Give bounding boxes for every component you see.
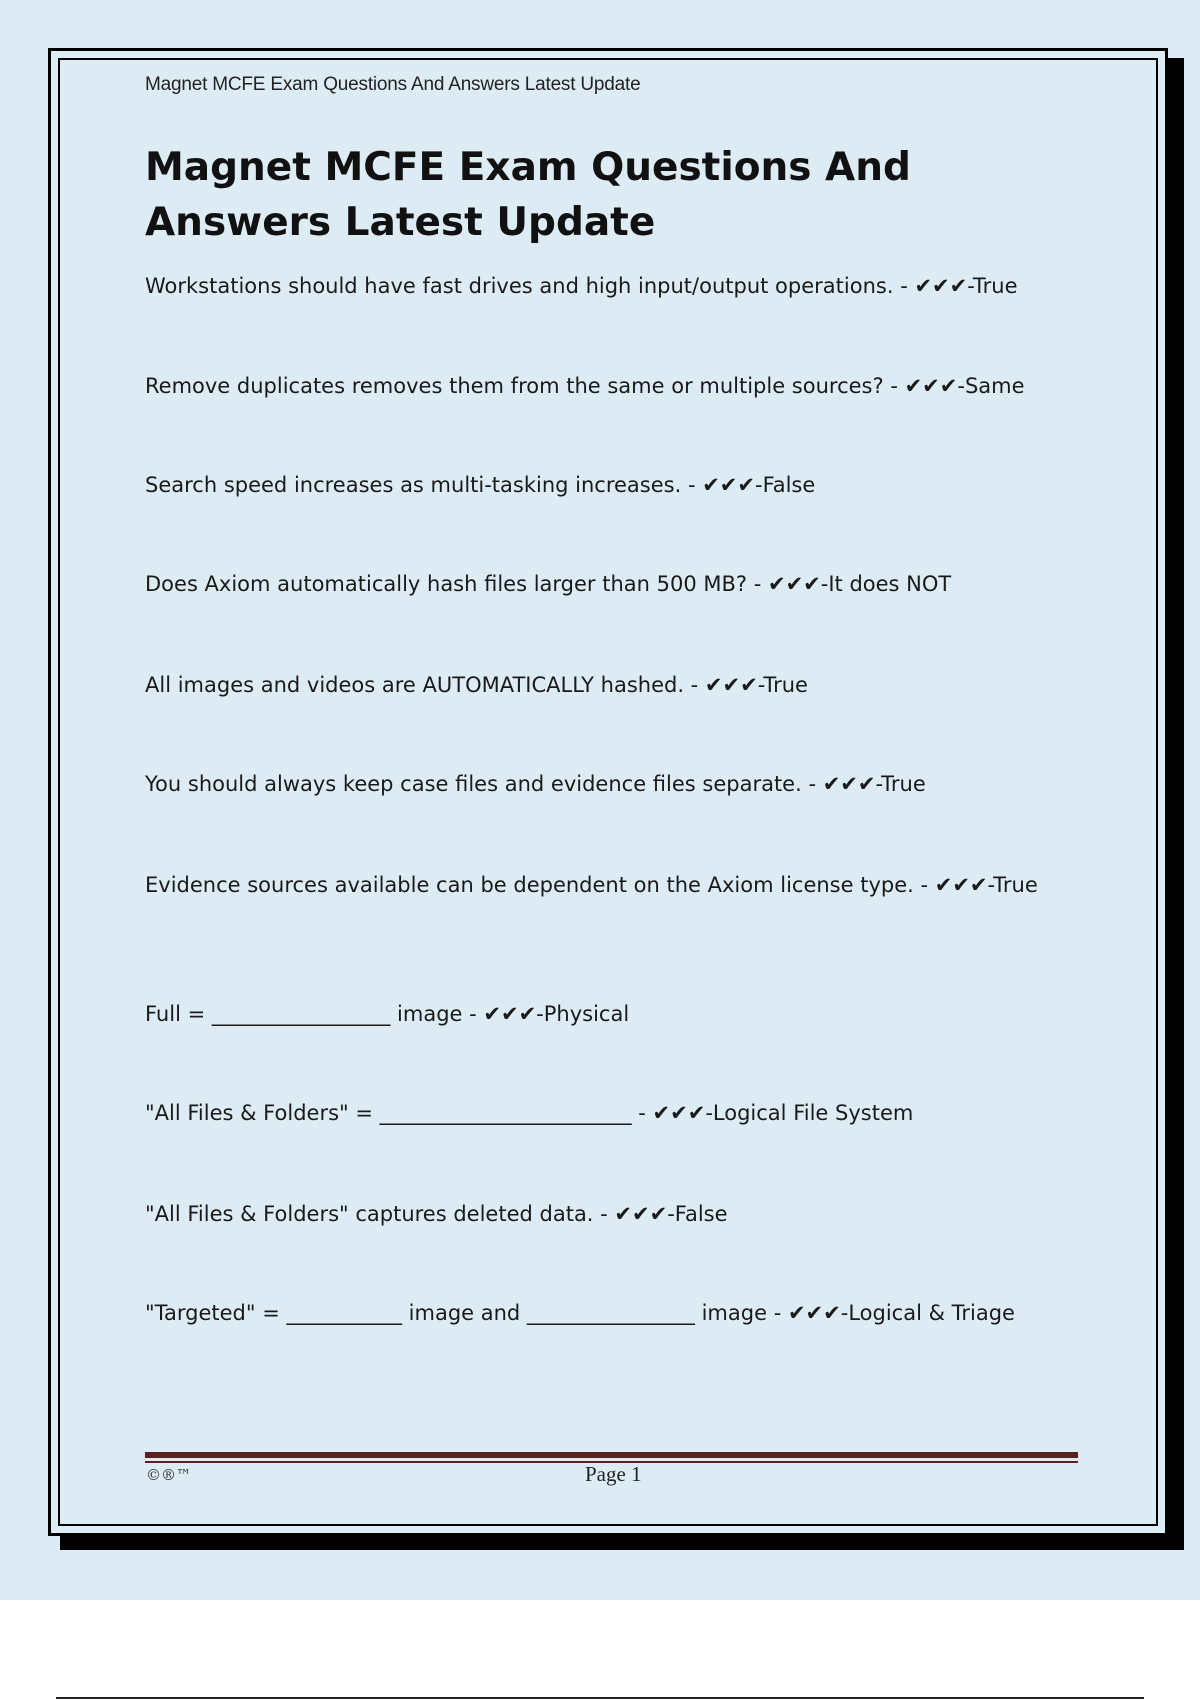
question-text: Search speed increases as multi-tasking increases. [145, 473, 682, 497]
qa-item [145, 272, 1075, 300]
answer-separator: - ✔✔✔- [681, 473, 763, 497]
answer-separator: - ✔✔✔- [462, 1002, 544, 1026]
qa-item [145, 1299, 1075, 1327]
question-text: "Targeted" = ___________ image and ________________ image [145, 1301, 768, 1325]
answer-separator: - ✔✔✔- [801, 772, 882, 796]
answer-separator: - ✔✔✔- [893, 274, 973, 298]
answer-separator: - ✔✔✔- [747, 572, 829, 596]
footer-rule-thick [145, 1452, 1078, 1458]
qa-item [145, 770, 1075, 798]
answer-text: Logical & Triage [848, 1301, 1015, 1325]
answer-text: Same [964, 374, 1025, 398]
answer-separator: - ✔✔✔- [631, 1101, 713, 1125]
qa-item [145, 471, 1075, 499]
answer-text: True [881, 772, 926, 796]
question-text: Does Axiom automatically hash files larger than 500 MB? [145, 572, 748, 596]
qa-item [145, 570, 1075, 598]
answer-separator: - ✔✔✔- [883, 374, 965, 398]
next-page-divider [56, 1697, 1144, 1699]
qa-item [145, 671, 1075, 699]
answer-text: True [763, 673, 808, 697]
answer-separator: - ✔✔✔- [593, 1202, 675, 1226]
document-title: Magnet MCFE Exam Questions And Answers Latest Update [145, 145, 911, 245]
qa-item [145, 1000, 1075, 1028]
question-text: Evidence sources available can be dependent on the Axiom license type. [145, 873, 914, 897]
qa-item [145, 871, 1075, 899]
answer-text: False [674, 1202, 728, 1226]
answer-separator: - ✔✔✔- [684, 673, 764, 697]
question-text: Remove duplicates removes them from the same or multiple sources? [145, 374, 884, 398]
answer-text: False [762, 473, 816, 497]
answer-text: True [972, 274, 1018, 298]
answer-text: Physical [543, 1002, 630, 1026]
answer-text: True [993, 873, 1038, 897]
running-header: Magnet MCFE Exam Questions And Answers Latest Update [145, 74, 641, 95]
question-text: Full = _________________ image [145, 1002, 463, 1026]
qa-item [145, 1099, 1075, 1127]
question-text: You should always keep case files and evidence files separate. [145, 772, 802, 796]
answer-text: Logical File System [712, 1101, 914, 1125]
qa-item [145, 1200, 1075, 1228]
answer-separator: - ✔✔✔- [767, 1301, 849, 1325]
question-text: Workstations should have fast drives and high input/output operations. [145, 274, 894, 298]
footer-symbols: ©®™ [146, 1466, 191, 1484]
question-text: "All Files & Folders" = ________________________ [145, 1101, 632, 1125]
answer-text: It does NOT [828, 572, 952, 596]
question-text: "All Files & Folders" captures deleted data. [145, 1202, 594, 1226]
question-text: All images and videos are AUTOMATICALLY hashed. [145, 673, 684, 697]
qa-item [145, 372, 1075, 400]
page-number: Page 1 [585, 1462, 642, 1486]
answer-separator: - ✔✔✔- [913, 873, 994, 897]
